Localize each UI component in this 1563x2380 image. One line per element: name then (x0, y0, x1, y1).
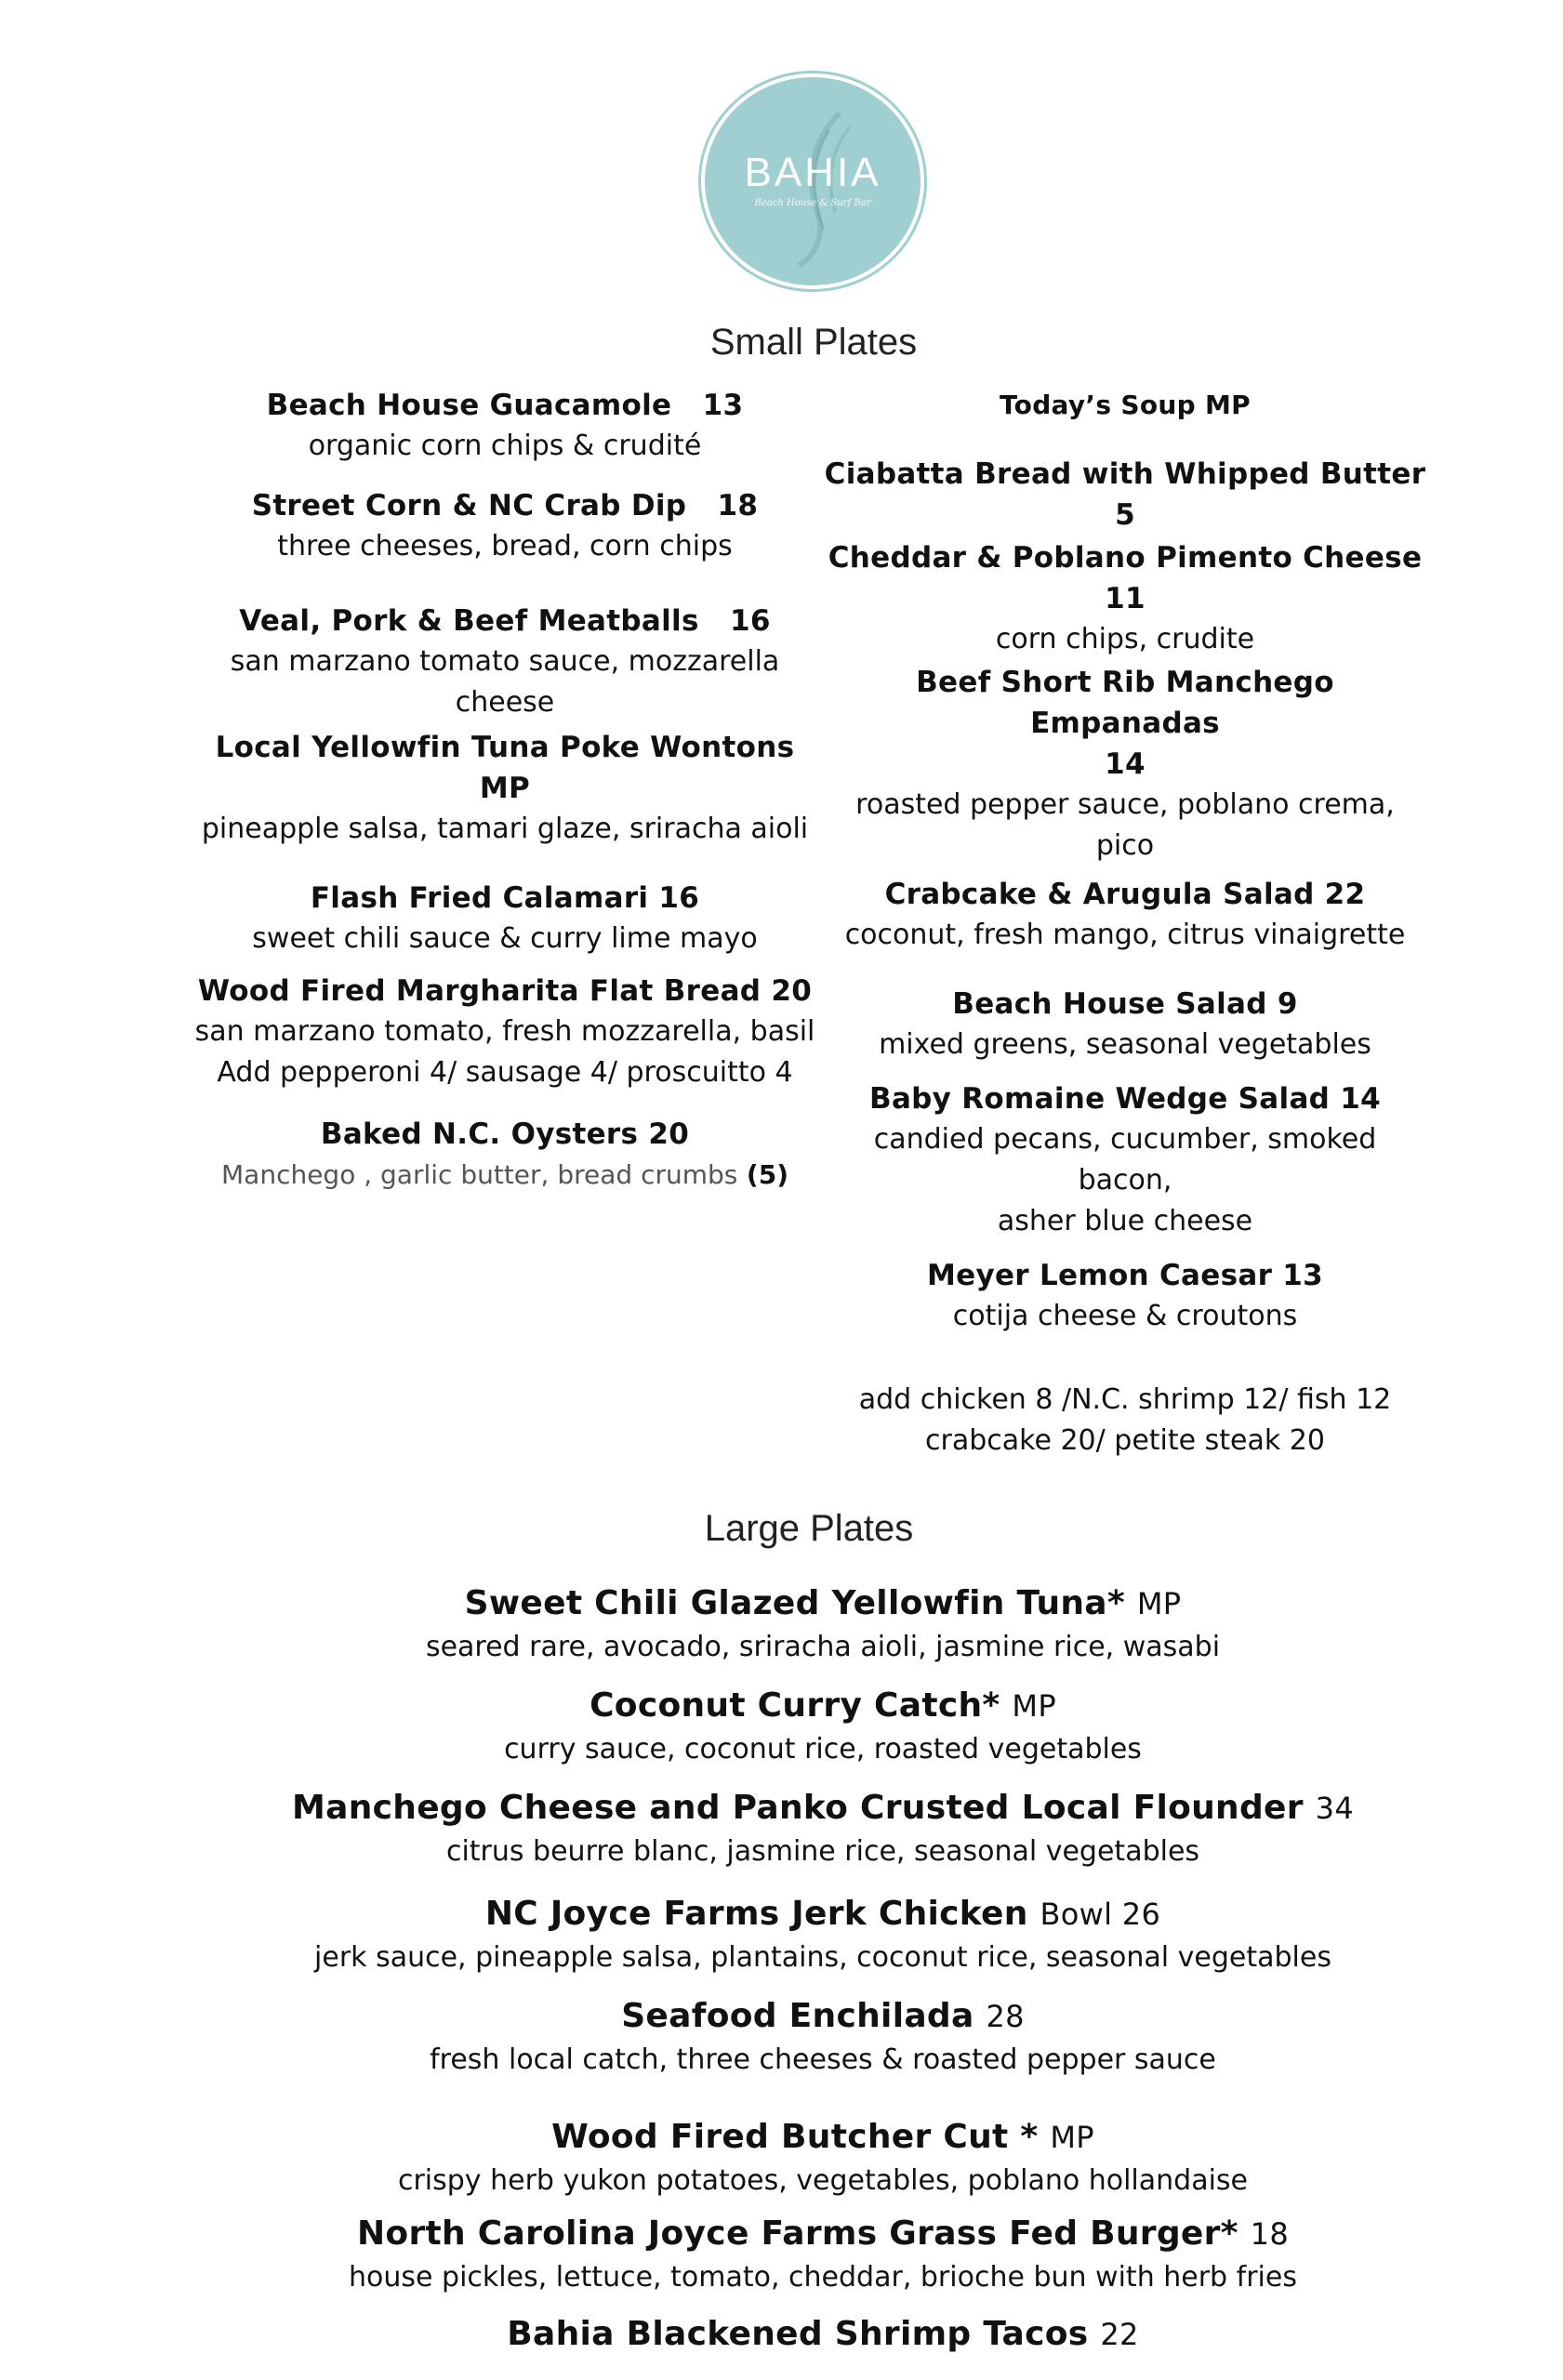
menu-item (186, 1891, 1460, 1978)
item-desc-count: (5) (746, 1159, 788, 1190)
item-name: Street Corn & NC Crab Dip 18 (251, 489, 759, 522)
logo-name: BAHIA (744, 149, 881, 195)
item-price: MP (1050, 2120, 1094, 2155)
item-name: Veal, Pork & Beef Meatballs 16 (239, 604, 771, 638)
item-price: 28 (986, 1999, 1025, 2034)
menu-item (818, 1255, 1432, 1337)
item-name: Wood Fired Margharita Flat Bread 20 (197, 974, 813, 1008)
item-desc: pineapple salsa, tamari glaze, sriracha aioli (201, 813, 809, 845)
menu-item (818, 454, 1432, 536)
item-desc: cotija cheese & croutons (952, 1300, 1298, 1332)
item-name-line (186, 1580, 1460, 1627)
item-price: 18 (1250, 2216, 1289, 2252)
item-desc: three cheeses, bread, corn chips (277, 530, 733, 562)
item-name: Ciabatta Bread with Whipped Butter 5 (824, 457, 1426, 532)
item-price: 14 (1105, 747, 1146, 781)
menu-item (186, 485, 824, 567)
menu-item (186, 878, 824, 959)
menu-item (186, 2211, 1460, 2298)
menu-item (186, 1785, 1460, 1872)
item-desc: jerk sauce, pineapple salsa, plantains, coconut rice, seasonal vegetables (314, 1941, 1331, 1974)
small-plates-left-column (186, 385, 824, 1196)
item-name-line (186, 1993, 1460, 2040)
salad-addons (818, 1380, 1432, 1461)
item-name-line (186, 1683, 1460, 1729)
logo-tagline: Beach House & Surf Bar (754, 197, 871, 208)
item-desc: bacon, (1078, 1164, 1172, 1197)
menu-item (186, 1114, 824, 1196)
menu-item (818, 662, 1432, 866)
menu-item (186, 601, 824, 723)
item-name: Meyer Lemon Caesar 13 (926, 1259, 1323, 1292)
item-name: Baked N.C. Oysters 20 (320, 1117, 690, 1151)
item-desc: seared rare, avocado, sriracha aioli, jasmine rice, wasabi (425, 1631, 1221, 1663)
item-name: Local Yellowfin Tuna Poke Wontons MP (215, 731, 795, 805)
item-name-line (186, 1785, 1460, 1831)
item-name: Bahia Blackened Shrimp Tacos (507, 2315, 1089, 2353)
item-desc: cheese (455, 686, 555, 719)
item-desc: mixed greens, seasonal vegetables (879, 1028, 1371, 1061)
item-price: MP (1012, 1688, 1056, 1724)
item-desc: san marzano tomato, fresh mozzarella, basil (194, 1015, 815, 1048)
large-plates-title: Large Plates (704, 1508, 914, 1549)
item-desc: asher blue cheese (997, 1205, 1253, 1237)
item-name: Beef Short Rib Manchego Empanadas (916, 666, 1334, 740)
item-name: Wood Fired Butcher Cut * (551, 2118, 1039, 2156)
menu-item (186, 385, 824, 467)
menu-item (818, 537, 1432, 660)
item-desc: organic corn chips & crudité (308, 430, 702, 462)
item-name: Baby Romaine Wedge Salad 14 (869, 1082, 1381, 1116)
item-name: Beach House Guacamole 13 (266, 389, 744, 422)
large-plates-list (186, 1580, 1460, 2358)
item-desc: house pickles, lettuce, tomato, cheddar, brioche bun with herb fries (349, 2261, 1297, 2294)
item-price: 22 (1100, 2317, 1139, 2352)
menu-item (186, 2114, 1460, 2202)
menu-item (186, 727, 824, 850)
item-name: Cheddar & Poblano Pimento Cheese (828, 541, 1423, 575)
item-name: NC Joyce Farms Jerk Chicken (484, 1895, 1028, 1933)
item-desc: sweet chili sauce & curry lime mayo (252, 922, 758, 955)
item-price: 11 (1105, 582, 1146, 615)
item-desc: san marzano tomato sauce, mozzarella (230, 645, 780, 678)
item-desc: corn chips, crudite (995, 623, 1255, 655)
small-plates-right-column (818, 385, 1432, 1461)
menu-item (186, 2311, 1460, 2358)
addon-line: add chicken 8 /N.C. shrimp 12/ fish 12 (858, 1383, 1392, 1416)
item-price: Bowl 26 (1040, 1897, 1161, 1932)
item-desc: citrus beurre blanc, jasmine rice, seasonal vegetables (445, 1835, 1200, 1868)
menu-item (186, 971, 824, 1093)
item-desc (186, 1155, 824, 1196)
menu-item (186, 1580, 1460, 1668)
item-desc: crispy herb yukon potatoes, vegetables, poblano hollandaise (397, 2164, 1249, 2197)
item-name: Manchego Cheese and Panko Crusted Local Flounder (292, 1789, 1304, 1827)
item-name-line (186, 2114, 1460, 2161)
bahia-logo (701, 73, 924, 289)
item-desc: candied pecans, cucumber, smoked (873, 1123, 1377, 1156)
menu-item (186, 1683, 1460, 1770)
item-price: MP (1136, 1586, 1182, 1621)
item-name: North Carolina Joyce Farms Grass Fed Burger* (356, 2215, 1238, 2253)
item-desc: coconut, fresh mango, citrus vinaigrette (844, 919, 1406, 951)
item-name: Seafood Enchilada (621, 1997, 974, 2035)
item-name: Coconut Curry Catch* (589, 1686, 1000, 1725)
item-name: Today’s Soup MP (999, 390, 1251, 420)
item-name-line (186, 1891, 1460, 1937)
menu-item (186, 1993, 1460, 2081)
menu-item (818, 874, 1432, 956)
item-name-line (186, 2311, 1460, 2358)
item-desc: curry sauce, coconut rice, roasted vegetables (504, 1733, 1142, 1765)
item-desc-text: Manchego , garlic butter, bread crumbs (221, 1159, 738, 1190)
menu-item (818, 1078, 1432, 1242)
item-price: 34 (1315, 1791, 1354, 1826)
item-name-line (186, 2211, 1460, 2257)
menu-item (818, 385, 1432, 426)
item-name: Crabcake & Arugula Salad 22 (884, 878, 1366, 911)
item-desc: roasted pepper sauce, poblano crema, (855, 788, 1395, 821)
item-desc: pico (1095, 829, 1155, 862)
item-name: Beach House Salad 9 (952, 987, 1298, 1021)
item-desc: fresh local catch, three cheeses & roasted pepper sauce (430, 2043, 1216, 2076)
item-name: Sweet Chili Glazed Yellowfin Tuna* (464, 1584, 1126, 1622)
item-name: Flash Fried Calamari 16 (310, 881, 700, 915)
small-plates-title: Small Plates (709, 322, 918, 363)
menu-item (818, 984, 1432, 1065)
item-desc: Add pepperoni 4/ sausage 4/ proscuitto 4 (217, 1056, 793, 1089)
addon-line: crabcake 20/ petite steak 20 (925, 1424, 1325, 1457)
